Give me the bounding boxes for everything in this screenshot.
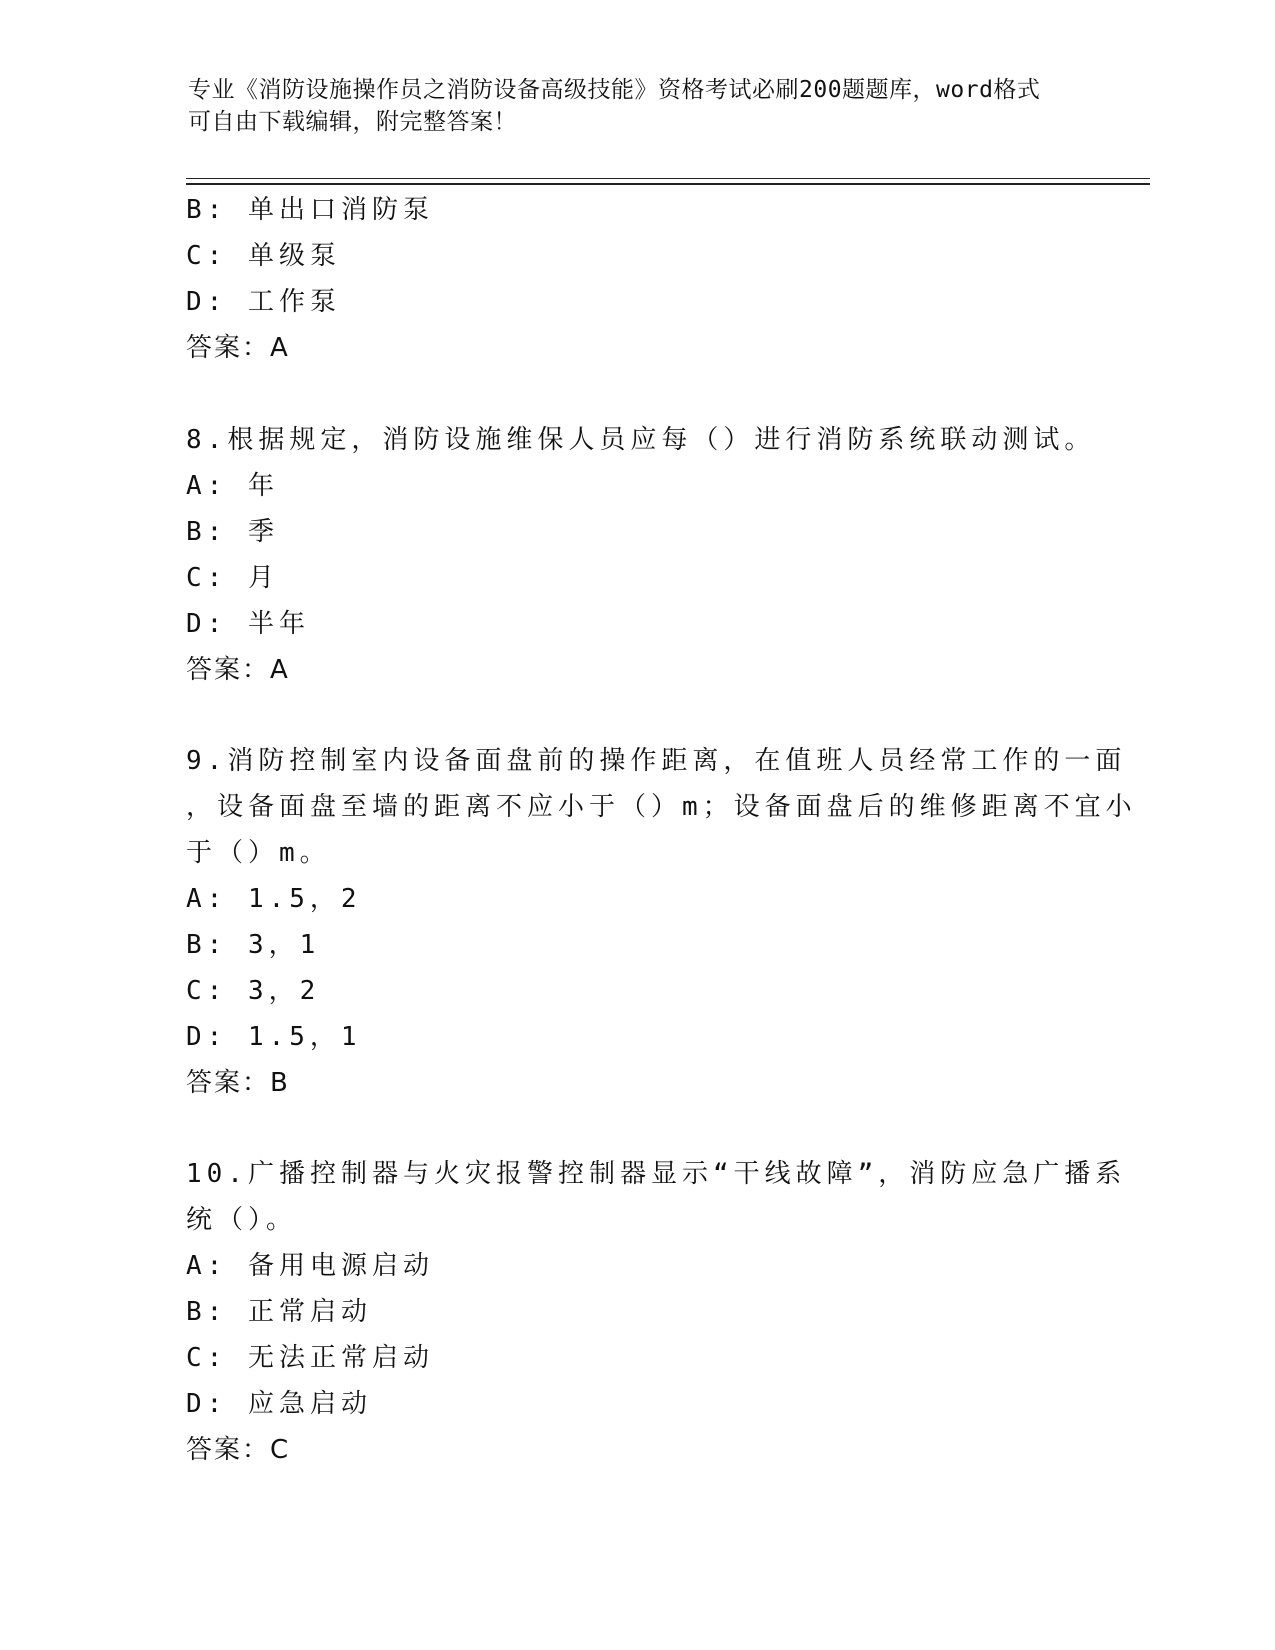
option-line: D: 半年 [186,609,310,639]
option-line: B: 季 [186,517,279,547]
option-line: B: 单出口消防泵 [186,195,434,225]
header-rule-thick [186,183,1150,185]
option-line: D: 工作泵 [186,287,341,317]
answer-line: 答案：A [186,655,290,685]
option-line: C: 单级泵 [186,241,341,271]
answer-line: 答案：B [186,1068,290,1098]
option-line: A: 1.5，2 [186,884,362,914]
option-line: B: 3，1 [186,930,321,960]
option-line: B: 正常启动 [186,1297,372,1327]
question-text-cont: 统（）。 [186,1205,298,1235]
document-header: 专业《消防设施操作员之消防设备高级技能》资格考试必刷200题题库，word格式可自由下载编辑，附完整答案！ [188,77,1041,135]
option-line: C: 3，2 [186,976,321,1006]
option-line: A: 备用电源启动 [186,1251,434,1281]
option-line: C: 月 [186,563,279,593]
question-text: 10.广播控制器与火灾报警控制器显示“干线故障”，消防应急广播系 [186,1159,1127,1189]
question-text-cont: ，设备面盘至墙的距离不应小于（）m；设备面盘后的维修距离不宜小 [186,792,1137,822]
option-line: D: 1.5，1 [186,1022,362,1052]
answer-line: 答案：A [186,333,290,363]
header-rule-thin [186,178,1150,179]
option-line: D: 应急启动 [186,1389,372,1419]
question-text-cont: 于（）m。 [186,838,331,868]
question-text: 9.消防控制室内设备面盘前的操作距离，在值班人员经常工作的一面 [186,746,1127,776]
option-line: C: 无法正常启动 [186,1343,434,1373]
option-line: A: 年 [186,471,279,501]
question-text: 8.根据规定，消防设施维保人员应每（）进行消防系统联动测试。 [186,425,1096,455]
answer-line: 答案：C [186,1435,291,1465]
